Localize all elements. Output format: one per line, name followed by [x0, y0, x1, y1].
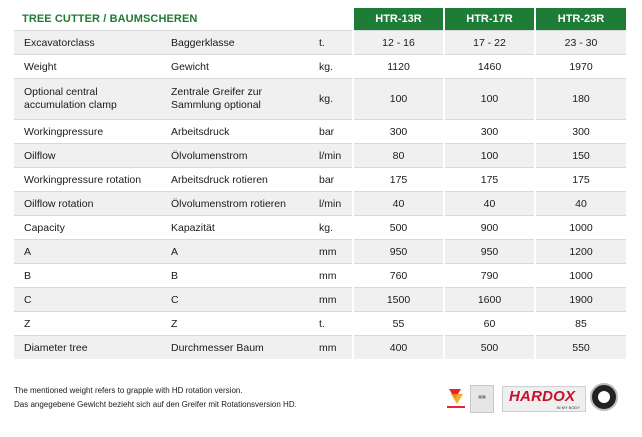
table-header-row — [14, 8, 626, 31]
spec-name-en: Workingpressure — [14, 120, 161, 144]
value-htr-13r: 1120 — [353, 55, 444, 79]
value-htr-23r: 23 - 30 — [535, 31, 626, 55]
spec-name-en: Oilflow rotation — [14, 192, 161, 216]
value-htr-23r: 300 — [535, 120, 626, 144]
spec-name-de: Arbeitsdruck rotieren — [161, 168, 309, 192]
model-header-htr-23r: HTR-23R — [535, 8, 626, 31]
value-htr-13r: 40 — [353, 192, 444, 216]
quality-seal-icon — [590, 383, 618, 411]
value-htr-13r: 175 — [353, 168, 444, 192]
spec-unit: l/min — [309, 192, 353, 216]
value-htr-13r: 12 - 16 — [353, 31, 444, 55]
table-row — [14, 31, 626, 55]
value-htr-13r: 760 — [353, 264, 444, 288]
value-htr-17r: 950 — [444, 240, 535, 264]
spec-name-en: Workingpressure rotation — [14, 168, 161, 192]
value-htr-17r: 40 — [444, 192, 535, 216]
value-htr-23r: 85 — [535, 312, 626, 336]
spec-name-de: Baggerklasse — [161, 31, 309, 55]
certification-logo-icon — [445, 385, 467, 411]
hardox-tagline: IN MY BODY — [556, 405, 580, 410]
spec-unit: mm — [309, 264, 353, 288]
table-row — [14, 312, 626, 336]
table-row — [14, 240, 626, 264]
spec-unit: kg. — [309, 55, 353, 79]
value-htr-13r: 1500 — [353, 288, 444, 312]
value-htr-13r: 55 — [353, 312, 444, 336]
value-htr-23r: 40 — [535, 192, 626, 216]
spec-table — [14, 8, 626, 359]
spec-unit: t. — [309, 31, 353, 55]
value-htr-17r: 1600 — [444, 288, 535, 312]
spec-name-en: Weight — [14, 55, 161, 79]
value-htr-17r: 500 — [444, 336, 535, 360]
spec-unit: mm — [309, 336, 353, 360]
value-htr-23r: 1200 — [535, 240, 626, 264]
spec-name-de: Kapazität — [161, 216, 309, 240]
value-htr-13r: 500 — [353, 216, 444, 240]
spec-name-en: C — [14, 288, 161, 312]
value-htr-13r: 80 — [353, 144, 444, 168]
table-row — [14, 168, 626, 192]
spec-name-de: B — [161, 264, 309, 288]
table-row — [14, 264, 626, 288]
spec-unit: kg. — [309, 79, 353, 120]
spec-unit: t. — [309, 312, 353, 336]
table-title: TREE CUTTER / BAUMSCHEREN — [22, 13, 198, 25]
certificate-badge-icon: ▦▦ — [470, 385, 494, 413]
hardox-wordmark: HARDOX — [509, 388, 576, 405]
value-htr-17r: 790 — [444, 264, 535, 288]
spec-unit: bar — [309, 168, 353, 192]
value-htr-23r: 550 — [535, 336, 626, 360]
value-htr-23r: 175 — [535, 168, 626, 192]
spec-name-de: Durchmesser Baum — [161, 336, 309, 360]
value-htr-23r: 1970 — [535, 55, 626, 79]
value-htr-23r: 150 — [535, 144, 626, 168]
spec-unit: mm — [309, 240, 353, 264]
value-htr-23r: 1900 — [535, 288, 626, 312]
spec-name-en: B — [14, 264, 161, 288]
spec-name-de: Ölvolumenstrom — [161, 144, 309, 168]
table-row — [14, 79, 626, 120]
value-htr-17r: 300 — [444, 120, 535, 144]
footnote — [14, 384, 297, 412]
value-htr-17r: 100 — [444, 79, 535, 120]
logo-strip — [440, 382, 620, 416]
value-htr-23r: 180 — [535, 79, 626, 120]
footnote-german: Das angegebene Gewicht bezieht sich auf den Greifer mit Rotationsversion HD. — [14, 400, 297, 409]
hardox-logo — [502, 386, 586, 412]
table-row — [14, 192, 626, 216]
spec-name-de: C — [161, 288, 309, 312]
spec-name-en: Optional central accumulation clamp — [14, 79, 161, 120]
table-row — [14, 216, 626, 240]
value-htr-23r: 1000 — [535, 216, 626, 240]
spec-name-en: Diameter tree — [14, 336, 161, 360]
value-htr-13r: 950 — [353, 240, 444, 264]
value-htr-13r: 100 — [353, 79, 444, 120]
table-row — [14, 55, 626, 79]
spec-name-en: Excavatorclass — [14, 31, 161, 55]
spec-unit: l/min — [309, 144, 353, 168]
spec-name-en: Oilflow — [14, 144, 161, 168]
spec-name-en: A — [14, 240, 161, 264]
table-row — [14, 336, 626, 360]
spec-name-de: Zentrale Greifer zur Sammlung optional — [161, 79, 309, 120]
spec-name-en: Z — [14, 312, 161, 336]
spec-unit: kg. — [309, 216, 353, 240]
table-row — [14, 120, 626, 144]
value-htr-17r: 100 — [444, 144, 535, 168]
table-row — [14, 144, 626, 168]
table-row — [14, 288, 626, 312]
spec-name-de: Ölvolumenstrom rotieren — [161, 192, 309, 216]
model-header-htr-13r: HTR-13R — [353, 8, 444, 31]
value-htr-13r: 400 — [353, 336, 444, 360]
value-htr-23r: 1000 — [535, 264, 626, 288]
value-htr-17r: 60 — [444, 312, 535, 336]
spec-name-de: Arbeitsdruck — [161, 120, 309, 144]
model-header-htr-17r: HTR-17R — [444, 8, 535, 31]
value-htr-13r: 300 — [353, 120, 444, 144]
spec-unit: mm — [309, 288, 353, 312]
spec-name-de: Z — [161, 312, 309, 336]
value-htr-17r: 1460 — [444, 55, 535, 79]
spec-unit: bar — [309, 120, 353, 144]
spec-name-de: Gewicht — [161, 55, 309, 79]
value-htr-17r: 17 - 22 — [444, 31, 535, 55]
value-htr-17r: 175 — [444, 168, 535, 192]
footnote-english: The mentioned weight refers to grapple with HD rotation version. — [14, 386, 243, 395]
spec-name-de: A — [161, 240, 309, 264]
spec-name-en: Capacity — [14, 216, 161, 240]
value-htr-17r: 900 — [444, 216, 535, 240]
spec-sheet — [14, 8, 626, 359]
